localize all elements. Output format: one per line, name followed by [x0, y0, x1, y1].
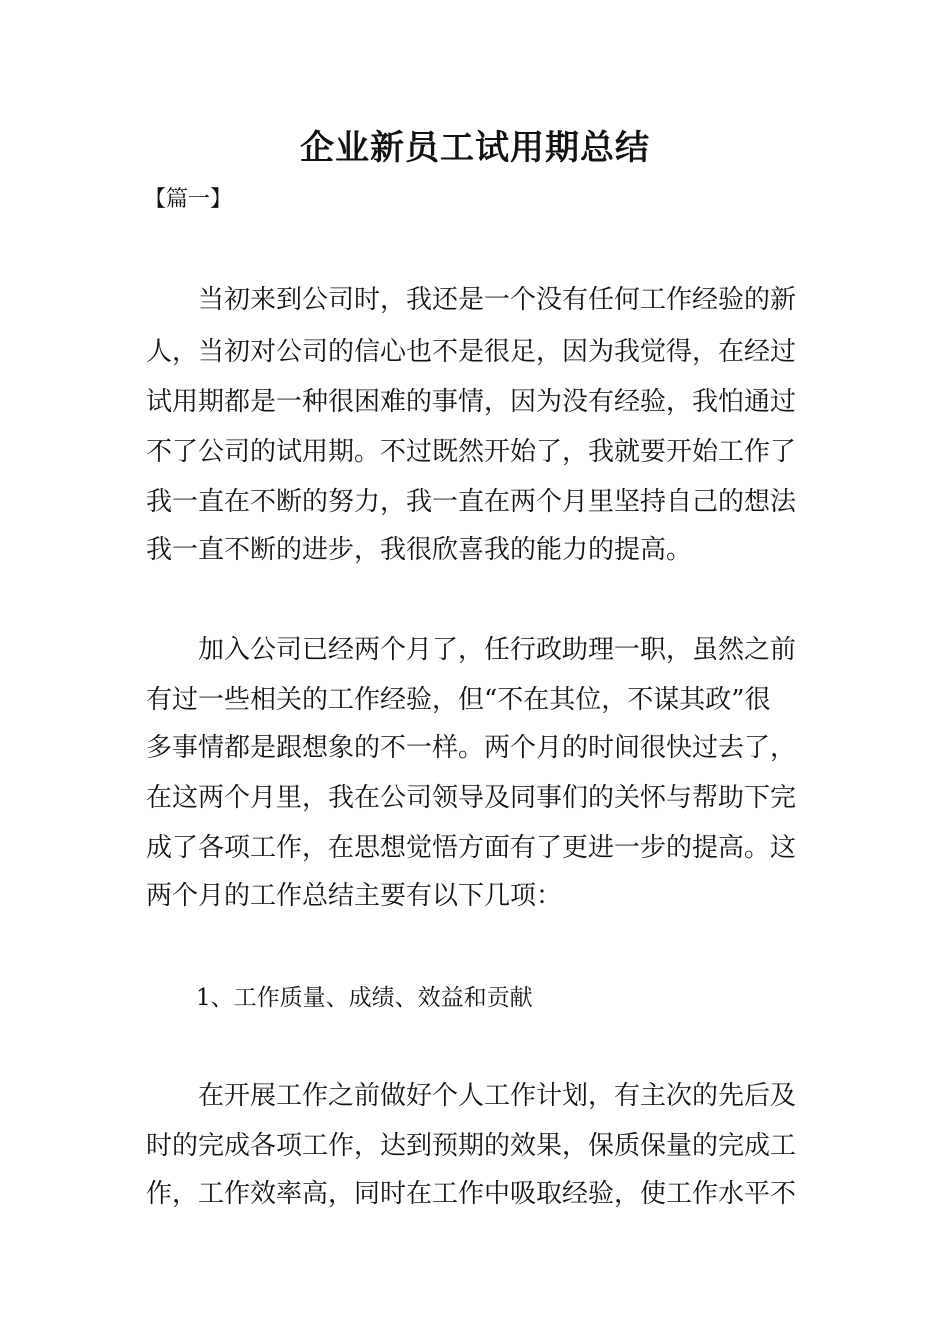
paragraph-line: 时的完成各项工作，达到预期的效果，保质保量的完成工 — [146, 1131, 797, 1161]
paragraph-line: 我一直不断的进步，我很欣喜我的能力的提高。 — [146, 535, 693, 565]
list-item-heading: 1、工作质量、成绩、效益和贡献 — [196, 985, 533, 1011]
section-label: 【篇一】 — [144, 187, 233, 212]
paragraph-line: 多事情都是跟想象的不一样。两个月的时间很快过去了， — [146, 733, 797, 763]
paragraph-line: 两个月的工作总结主要有以下几项： — [146, 881, 563, 911]
paragraph-line: 不了公司的试用期。不过既然开始了，我就要开始工作了 — [146, 437, 797, 467]
paragraph-line: 成了各项工作，在思想觉悟方面有了更进一步的提高。这 — [146, 833, 797, 863]
paragraph-line: 有过一些相关的工作经验，但“不在其位，不谋其政”很 — [146, 685, 771, 715]
paragraph-line: 在开展工作之前做好个人工作计划，有主次的先后及 — [198, 1081, 797, 1111]
paragraph-line: 作，工作效率高，同时在工作中吸取经验，使工作水平不 — [146, 1179, 797, 1209]
paragraph-line: 试用期都是一种很困难的事情，因为没有经验，我怕通过 — [146, 387, 797, 417]
paragraph-line: 人，当初对公司的信心也不是很足，因为我觉得，在经过 — [146, 337, 797, 367]
paragraph-line: 在这两个月里，我在公司领导及同事们的关怀与帮助下完 — [146, 783, 797, 813]
document-title: 企业新员工试用期总结 — [300, 128, 650, 168]
paragraph-line: 我一直在不断的努力，我一直在两个月里坚持自己的想法 — [146, 487, 797, 517]
paragraph-line: 当初来到公司时，我还是一个没有任何工作经验的新 — [198, 285, 797, 315]
paragraph-line: 加入公司已经两个月了，任行政助理一职，虽然之前 — [198, 635, 797, 665]
